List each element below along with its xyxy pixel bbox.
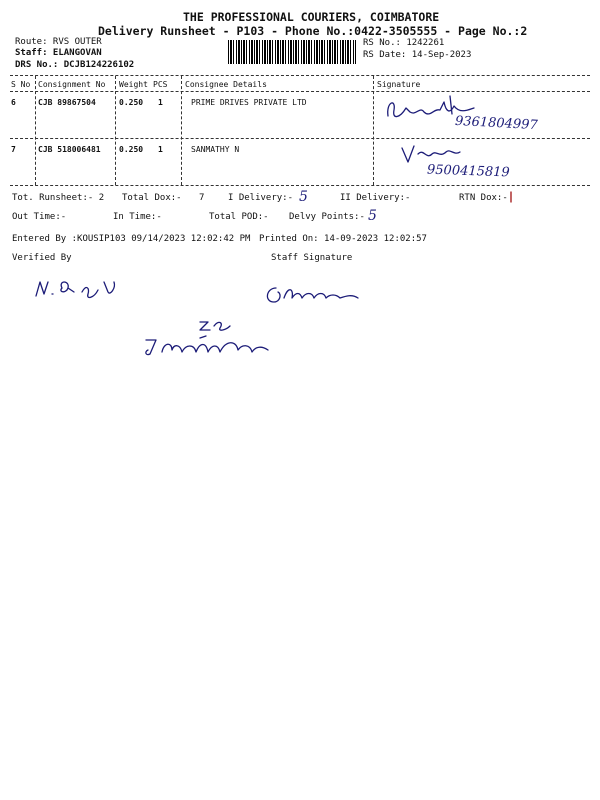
col-header-consignment: Consignment No	[38, 80, 106, 89]
row-1-pcs: 1	[158, 98, 163, 107]
row-2-weight: 0.250	[119, 145, 144, 154]
rtn-dox-label: RTN Dox:-	[459, 193, 508, 203]
col-sep-4	[373, 76, 374, 185]
row-2-consignment: CJB 518006481	[38, 145, 101, 154]
table-top-rule	[10, 75, 590, 76]
row-2-consignee: SANMATHY N	[191, 145, 240, 154]
col-header-sno: S No	[11, 80, 31, 89]
row-2-sno: 7	[11, 145, 16, 154]
total-dox-value: 7	[199, 193, 205, 203]
i-delivery-label: I Delivery:-	[228, 193, 294, 203]
row-1-handwritten-phone: 9361804997	[454, 113, 539, 134]
out-time-label: Out Time:-	[12, 212, 67, 222]
row-1-consignee: PRIME DRIVES PRIVATE LTD	[191, 98, 307, 107]
rtn-dox-mark	[506, 190, 516, 204]
col-sep-2	[115, 76, 116, 185]
row-1-sno: 6	[11, 98, 16, 107]
table-bottom-rule	[10, 185, 590, 186]
total-pod-label: Total POD:-	[209, 212, 269, 222]
row-1-signature	[380, 88, 580, 140]
drs-number: DRS No.: DCJB124226102	[15, 60, 135, 70]
barcode	[228, 40, 356, 64]
route-label: Route: RVS OUTER	[15, 37, 102, 47]
rs-date: RS Date: 14-Sep-2023	[363, 50, 472, 60]
row-1-weight: 0.250	[119, 98, 144, 107]
verified-by-label: Verified By	[12, 253, 72, 263]
staff-initials	[196, 316, 236, 336]
row-2-handwritten-phone: 9500415819	[426, 162, 510, 181]
staff-signature-label: Staff Signature	[271, 253, 353, 263]
company-title: THE PROFESSIONAL COURIERS, COIMBATORE	[183, 10, 440, 24]
col-sep-1	[35, 76, 36, 185]
col-header-consignee: Consignee Details	[185, 80, 267, 89]
staff-signature	[262, 280, 362, 310]
rs-number: RS No.: 1242261	[363, 38, 445, 48]
runsheet-title: Delivery Runsheet - P103 - Phone No.:0422-3505555 - Page No.:2	[98, 24, 528, 38]
staff-signature-tamil	[140, 334, 280, 362]
tot-runsheet: Tot. Runsheet:- 2	[12, 193, 105, 203]
delvy-points-value: 5	[368, 208, 377, 224]
printed-on: Printed On: 14-09-2023 12:02:57	[259, 234, 427, 244]
col-header-signature: Signature	[377, 80, 421, 89]
i-delivery-value: 5	[299, 189, 308, 205]
staff-label: Staff: ELANGOVAN	[15, 48, 102, 58]
row-1-consignment: CJB 89867504	[38, 98, 96, 107]
ii-delivery-label: II Delivery:-	[340, 193, 411, 203]
total-dox-label: Total Dox:-	[122, 193, 182, 203]
in-time-label: In Time:-	[113, 212, 162, 222]
delvy-points-label: Delvy Points:-	[289, 212, 365, 222]
col-header-pcs: PCS	[153, 80, 168, 89]
col-sep-3	[181, 76, 182, 185]
row-2-pcs: 1	[158, 145, 163, 154]
verifier-signature	[32, 274, 132, 304]
col-header-weight: Weight	[119, 80, 148, 89]
entered-by: Entered By :KOUSIP103 09/14/2023 12:02:42 PM	[12, 234, 251, 244]
